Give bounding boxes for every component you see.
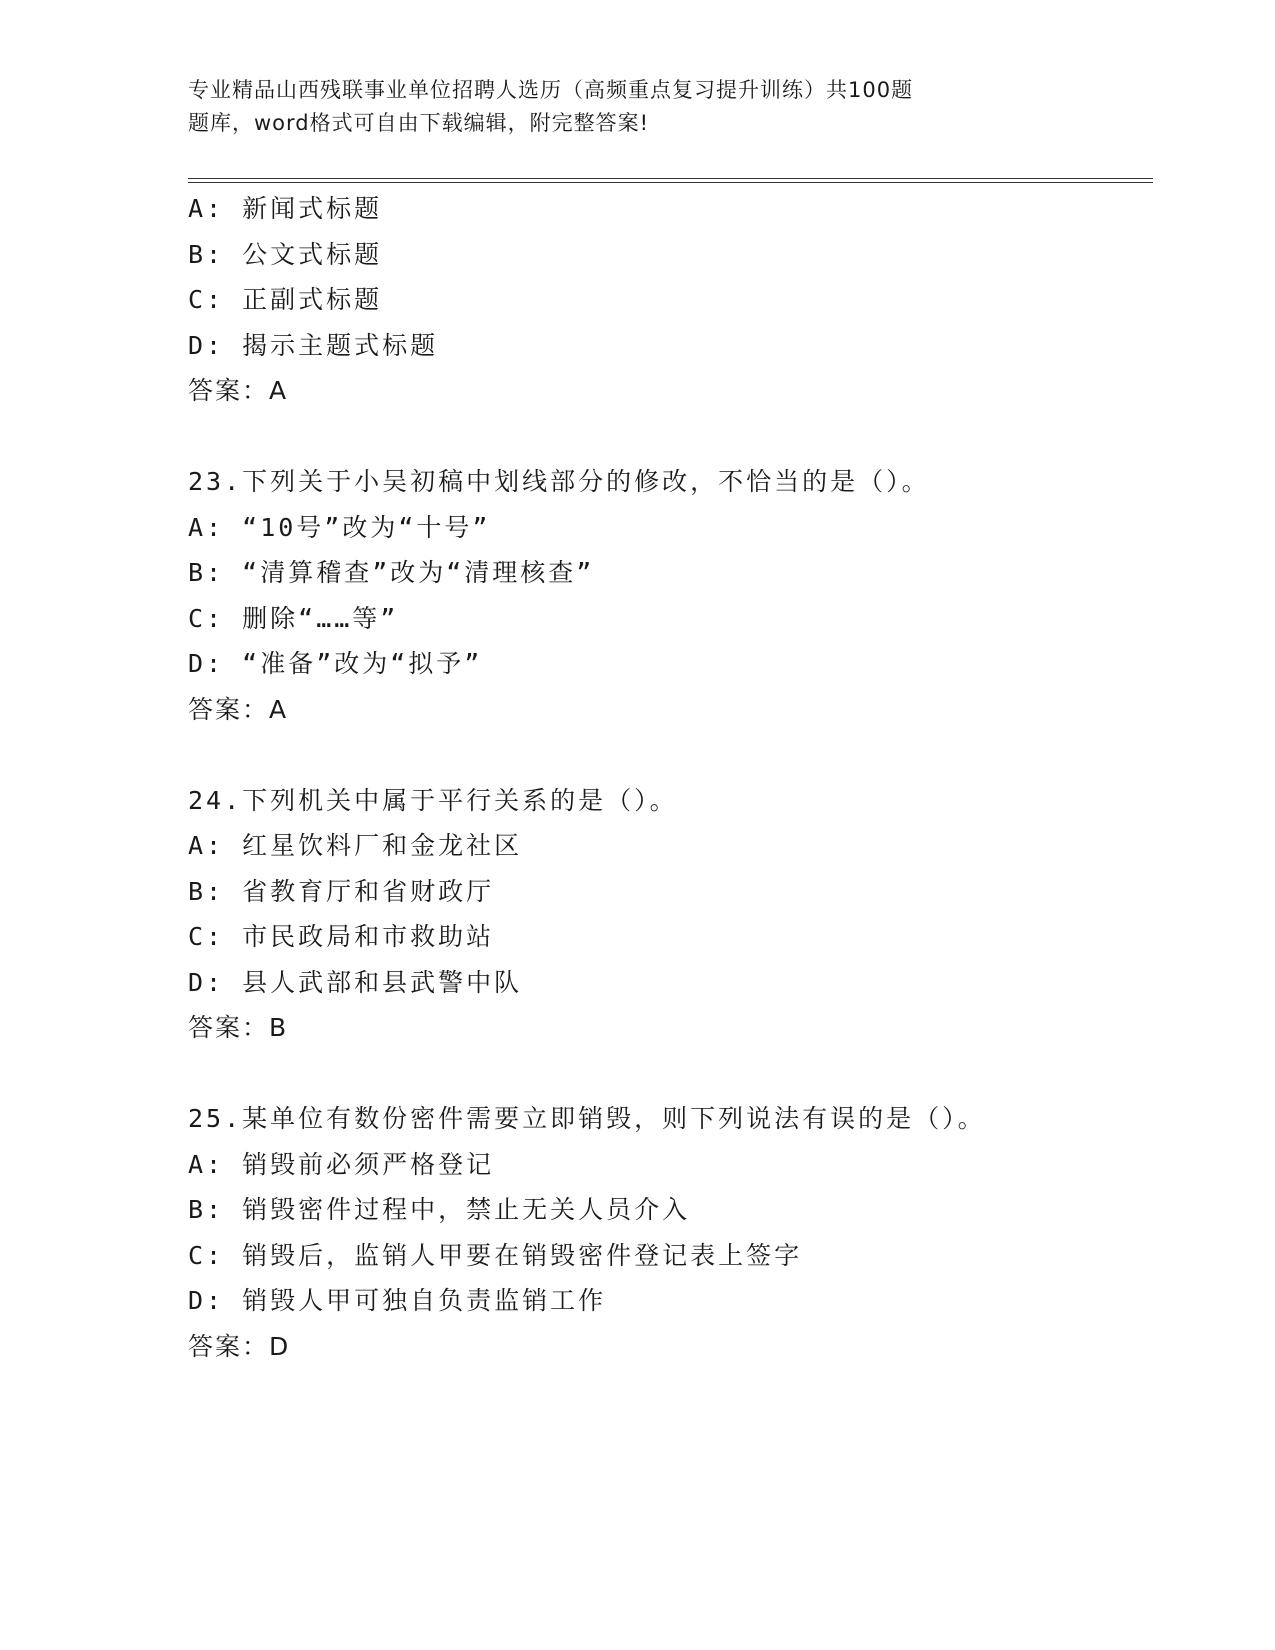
answer: 答案：A	[188, 694, 289, 724]
header-line-2: 题库，word格式可自由下载编辑，附完整答案!	[188, 111, 650, 135]
question-text: 24.下列机关中属于平行关系的是（）。	[188, 785, 678, 815]
answer: 答案：B	[188, 1013, 289, 1042]
option-a: A: “10号”改为“十号”	[188, 512, 491, 542]
option-b: B: 公文式标题	[188, 239, 383, 269]
option-d: D: 县人武部和县武警中队	[188, 967, 523, 997]
option-d: D: “准备”改为“拟予”	[188, 649, 483, 678]
header-line-1: 专业精品山西残联事业单位招聘人选历（高频重点复习提升训练）共100题	[188, 78, 914, 102]
option-b: B: “清算稽查”改为“清理核查”	[188, 558, 595, 587]
option-a: A: 新闻式标题	[188, 194, 383, 223]
option-c: C: 市民政局和市救助站	[188, 922, 495, 951]
option-a: A: 红星饮料厂和金龙社区	[188, 831, 523, 860]
option-b: B: 销毁密件过程中，禁止无关人员介入	[188, 1195, 691, 1224]
option-c: C: 销毁后，监销人甲要在销毁密件登记表上签字	[188, 1240, 803, 1270]
answer: 答案：D	[188, 1331, 291, 1361]
option-b: B: 省教育厅和省财政厅	[188, 876, 495, 906]
option-a: A: 销毁前必须严格登记	[188, 1149, 495, 1179]
option-d: D: 销毁人甲可独自负责监销工作	[188, 1286, 607, 1315]
option-c: C: 删除“……等”	[188, 603, 399, 633]
question-text: 23.下列关于小吴初稿中划线部分的修改，不恰当的是（）。	[188, 467, 930, 496]
question-24	[188, 778, 1153, 1051]
header-divider-top	[188, 178, 1153, 179]
question-25	[188, 1096, 1153, 1369]
answer: 答案：A	[188, 376, 289, 405]
option-d: D: 揭示主题式标题	[188, 330, 439, 360]
question-text: 25.某单位有数份密件需要立即销毁，则下列说法有误的是（）。	[188, 1104, 986, 1133]
header-divider-bottom	[188, 182, 1153, 183]
question-23	[188, 459, 1153, 732]
option-c: C: 正副式标题	[188, 285, 383, 314]
question-22	[188, 186, 1153, 414]
document-header	[188, 74, 1028, 140]
question-list	[188, 186, 1153, 1369]
